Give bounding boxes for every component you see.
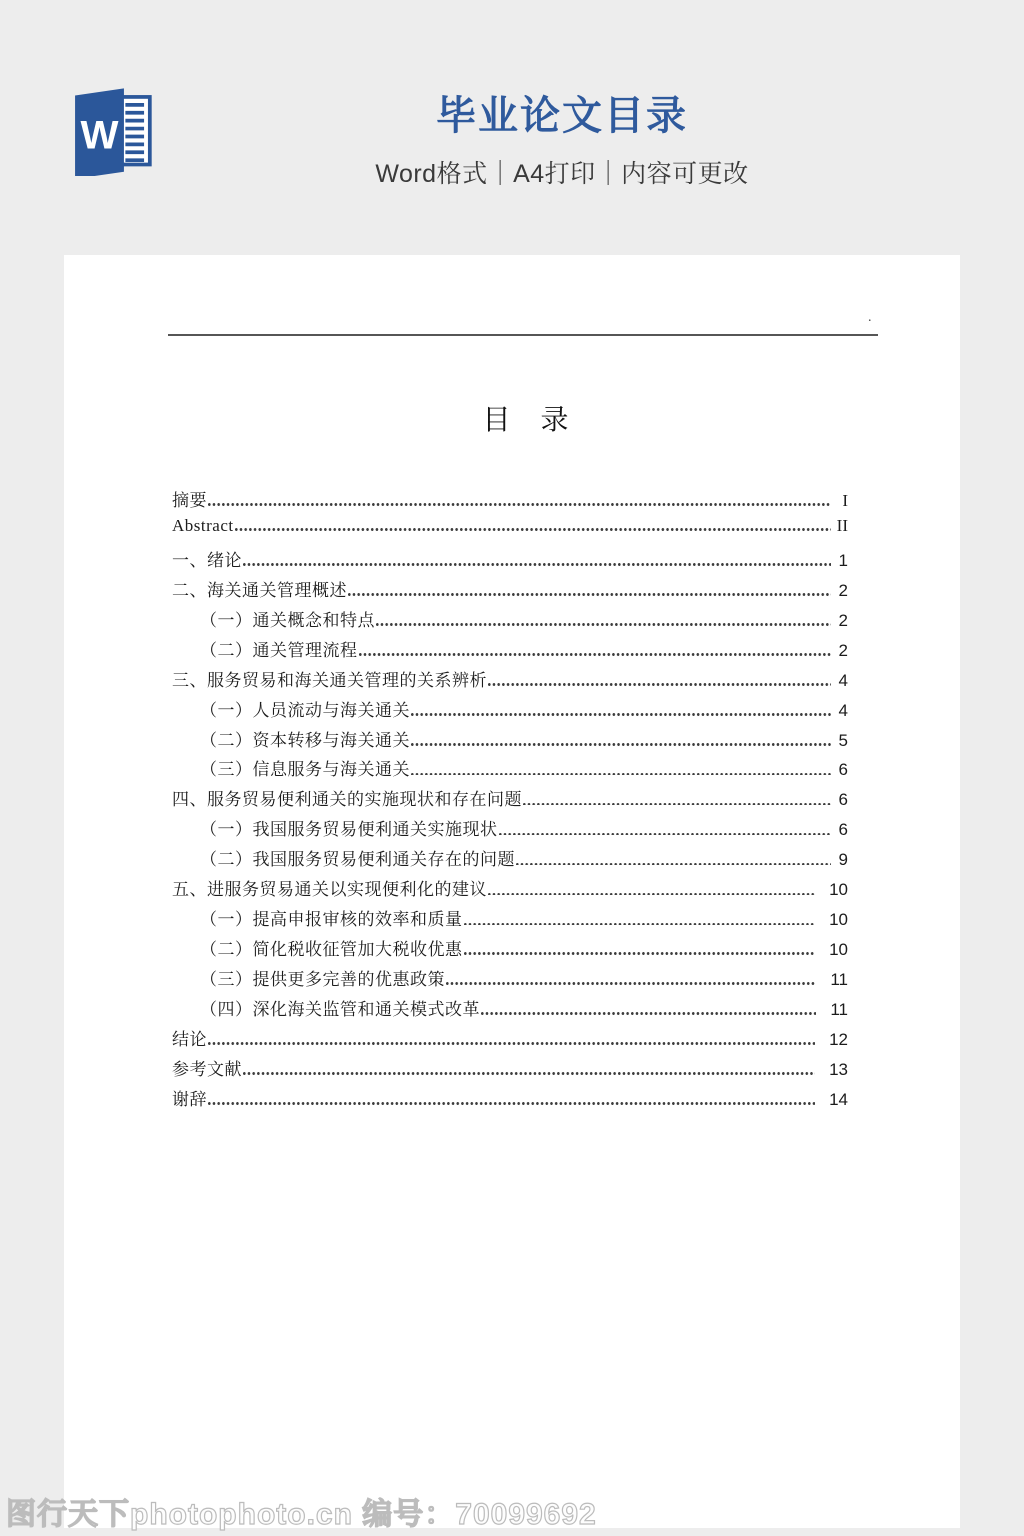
toc-heading: 目 录 [482,405,570,436]
toc-dot-leader [243,561,831,566]
toc-dot-leader [488,890,815,895]
toc-entry-label: 谢辞 [172,1089,207,1109]
toc-row [172,546,848,576]
toc-row [172,666,848,696]
toc-page-number: 6 [838,790,848,810]
toc-dot-leader [523,800,831,805]
header-text-block [100,94,1024,190]
toc-dot-leader [376,621,831,626]
toc-row [172,606,848,636]
toc-row [172,935,848,965]
toc-page-number: 2 [838,580,848,600]
toc-entry-label: 四、服务贸易便利通关的实施现状和存在问题 [172,790,522,810]
toc-dot-leader [243,1070,815,1075]
toc-list [172,486,848,1115]
toc-entry-label: （二）资本转移与海关通关 [200,730,410,750]
toc-row [172,845,848,875]
corner-period-mark: . [868,310,872,325]
page-title: 毕业论文目录 [436,94,688,138]
toc-entry-label: 五、进服务贸易通关以实现便利化的建议 [172,880,487,900]
toc-dot-leader [208,1100,815,1105]
toc-page-number: 2 [838,640,848,660]
toc-dot-leader [464,920,816,925]
toc-page-number: 10 [829,940,848,960]
toc-row [172,486,848,516]
toc-dot-leader [359,651,832,656]
toc-dot-leader [348,591,831,596]
toc-row [172,696,848,726]
toc-row [172,905,848,935]
toc-entry-label: 结论 [172,1029,207,1049]
site-watermark: 图行天下photophoto.cn 编号：70099692 [6,1498,597,1531]
toc-row [172,1085,848,1115]
toc-entry-label: 摘要 [172,491,207,510]
toc-dot-leader [411,711,831,716]
toc-dot-leader [464,950,816,955]
toc-page-number: 13 [829,1059,848,1079]
toc-entry-label: 一、绪论 [172,550,242,570]
toc-page-number: II [836,515,848,535]
toc-row [172,815,848,845]
toc-page-number: 10 [829,910,848,930]
toc-dot-leader [488,681,831,686]
toc-page-number: 1 [838,550,848,570]
toc-dot-leader [499,830,832,835]
toc-entry-label: 二、海关通关管理概述 [172,580,347,600]
toc-page-number: 2 [838,610,848,630]
toc-page-number: 4 [838,700,848,720]
toc-dot-leader [235,526,831,531]
toc-entry-label: （一）人员流动与海关通关 [200,700,410,720]
toc-row [172,1025,848,1055]
toc-entry-label: 三、服务贸易和海关通关管理的关系辨析 [172,670,487,690]
toc-row [172,965,848,995]
toc-row [172,636,848,666]
toc-row [172,995,848,1025]
word-icon-letter: W [80,112,119,158]
document-page [64,255,960,1528]
toc-entry-label: （三）信息服务与海关通关 [200,760,410,780]
toc-page-number: 4 [838,670,848,690]
toc-row [172,785,848,815]
toc-row [172,516,848,546]
toc-entry-label: （二）我国服务贸易便利通关存在的问题 [200,850,515,870]
header-rule-line [168,334,878,336]
toc-entry-label: （一）通关概念和特点 [200,610,375,630]
toc-page-number: 6 [838,820,848,840]
toc-row [172,576,848,606]
toc-dot-leader [446,980,816,985]
toc-entry-label: （三）提供更多完善的优惠政策 [200,970,445,989]
toc-page-number: 11 [830,999,848,1019]
toc-dot-leader [411,770,831,775]
toc-row [172,875,848,905]
toc-page-number: 9 [838,850,848,870]
toc-dot-leader [208,1040,815,1045]
toc-page-number: 14 [829,1089,848,1109]
toc-entry-label: （一）我国服务贸易便利通关实施现状 [200,820,498,840]
toc-entry-label: （一）提高申报审核的效率和质量 [200,910,463,930]
toc-entry-label: 参考文献 [172,1059,242,1079]
toc-entry-label: （二）通关管理流程 [200,640,358,660]
toc-row [172,1055,848,1085]
toc-page-number: 6 [838,760,848,780]
toc-dot-leader [481,1010,816,1015]
toc-page-number: I [842,491,848,510]
toc-entry-label: （二）简化税收征管加大税收优惠 [200,940,463,960]
toc-page-number: 5 [838,730,848,750]
toc-page-number: 11 [830,970,848,989]
page-subtitle: Word格式｜A4打印｜内容可更改 [375,160,749,188]
preview-header [0,0,1024,255]
toc-entry-label: （四）深化海关监管和通关模式改革 [200,999,480,1019]
toc-row [172,755,848,785]
toc-row [172,726,848,756]
toc-entry-label: Abstract [172,515,234,535]
toc-dot-leader [516,860,831,865]
toc-dot-leader [411,741,831,746]
toc-page-number: 10 [829,880,848,900]
toc-page-number: 12 [829,1029,848,1049]
toc-dot-leader [208,501,831,506]
